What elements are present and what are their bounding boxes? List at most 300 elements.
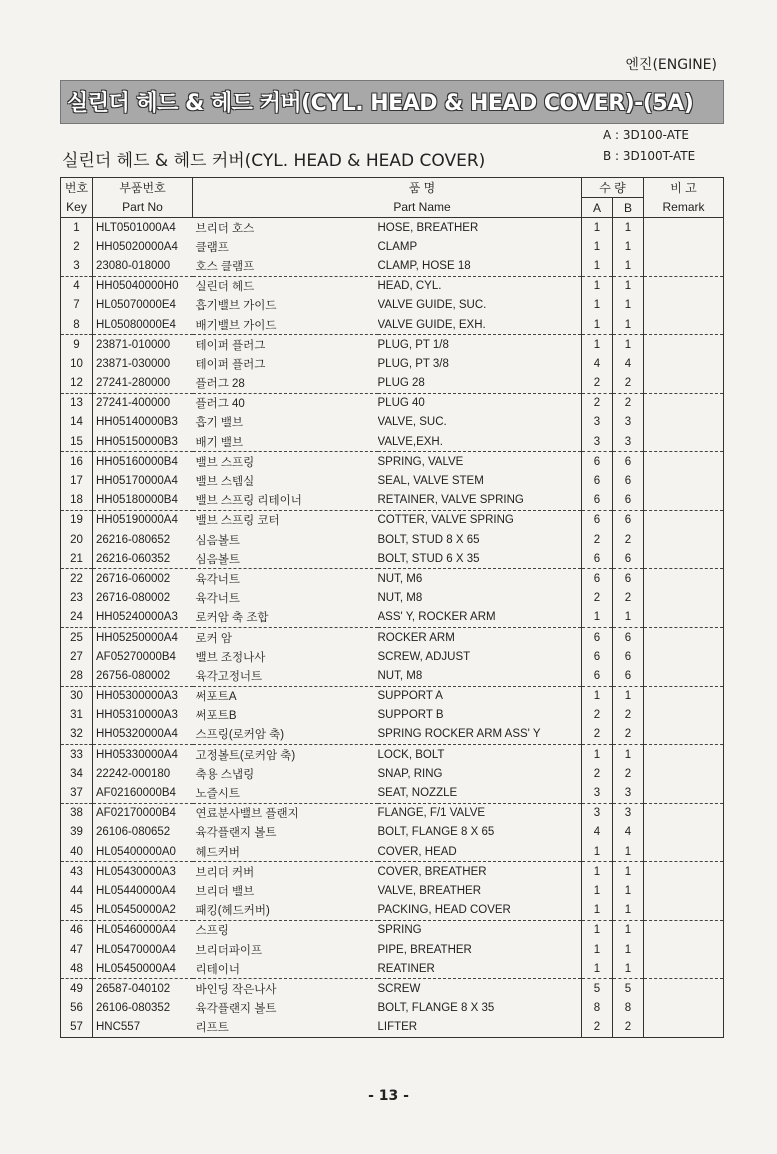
part-number: 22242-000180	[93, 764, 193, 783]
table-row	[61, 764, 724, 783]
qty-b: 1	[613, 296, 644, 315]
remark-cell	[644, 979, 724, 999]
part-key: 21	[61, 549, 93, 569]
part-number: HH05330000A4	[93, 745, 193, 765]
part-name-kr: 브리더 밸브	[195, 885, 255, 898]
part-number: HH05160000B4	[93, 452, 193, 472]
table-row	[61, 549, 724, 569]
part-name-en: SUPPORT B	[377, 709, 444, 722]
part-name-en: VALVE, SUC.	[377, 416, 447, 429]
part-key: 10	[61, 354, 93, 373]
qty-a: 1	[582, 940, 613, 959]
qty-b: 1	[613, 218, 644, 238]
remark-cell	[644, 569, 724, 589]
remark-cell	[644, 686, 724, 706]
part-number: HH05170000A4	[93, 471, 193, 490]
qty-b: 1	[613, 686, 644, 706]
part-name-kr: 리프트	[195, 1022, 229, 1035]
part-key: 49	[61, 979, 93, 999]
table-row	[61, 530, 724, 549]
qty-b: 1	[613, 237, 644, 256]
header-remark-kr: 비 고	[644, 178, 724, 198]
qty-a: 3	[582, 432, 613, 452]
part-name-en: VALVE,EXH.	[378, 432, 582, 452]
qty-a: 2	[582, 374, 613, 394]
part-name-kr: 배기밸브 가이드	[193, 315, 378, 335]
table-row	[61, 354, 724, 373]
qty-a: 8	[582, 999, 613, 1018]
table-row	[61, 862, 724, 882]
part-key: 17	[61, 471, 93, 490]
remark-cell	[644, 745, 724, 765]
table-row	[61, 979, 724, 999]
remark-cell	[644, 354, 724, 373]
qty-a: 3	[582, 783, 613, 803]
part-name-kr: 밸브 조정나사	[195, 651, 266, 664]
qty-a: 2	[582, 589, 613, 608]
part-name-en: SEAT, NOZZLE	[378, 783, 582, 803]
part-name-kr: 육각너트	[195, 573, 240, 586]
qty-a: 1	[582, 862, 613, 882]
remark-cell	[644, 335, 724, 355]
part-name-en: HEAD, CYL.	[377, 280, 442, 293]
qty-b: 1	[613, 901, 644, 921]
table-row	[61, 296, 724, 315]
part-name-kr: 심음볼트	[195, 534, 240, 547]
remark-cell	[644, 881, 724, 900]
qty-b: 6	[613, 510, 644, 530]
qty-b: 6	[613, 491, 644, 511]
remark-cell	[644, 823, 724, 842]
qty-a: 1	[582, 256, 613, 276]
qty-b: 6	[613, 647, 644, 666]
part-name-en: PIPE, BREATHER	[377, 943, 472, 956]
qty-a: 6	[582, 647, 613, 666]
table-row	[61, 413, 724, 432]
part-key: 15	[61, 432, 93, 452]
part-key: 1	[61, 218, 93, 238]
header-qty-b: B	[613, 198, 644, 218]
qty-b: 6	[613, 569, 644, 589]
qty-b: 1	[613, 940, 644, 959]
table-row	[61, 237, 724, 256]
part-key: 19	[61, 510, 93, 530]
part-key: 24	[61, 608, 93, 628]
remark-cell	[644, 842, 724, 862]
remark-cell	[644, 315, 724, 335]
part-name-en: LOCK, BOLT	[377, 748, 445, 761]
parts-table-body	[61, 218, 724, 1038]
part-name-en: PACKING, HEAD COVER	[378, 901, 582, 921]
qty-a: 6	[582, 666, 613, 686]
part-key: 4	[61, 276, 93, 296]
part-name-en: BOLT, STUD 6 X 35	[378, 549, 582, 569]
qty-b: 2	[613, 374, 644, 394]
qty-a: 6	[582, 471, 613, 490]
part-name-en: RETAINER, VALVE SPRING	[378, 491, 582, 511]
qty-a: 3	[582, 413, 613, 432]
part-name-en: FLANGE, F/1 VALVE	[377, 807, 486, 820]
part-number: HL05070000E4	[93, 296, 193, 315]
part-key: 31	[61, 706, 93, 725]
part-name-kr: 연료분사밸브 플랜지	[195, 808, 299, 821]
table-row	[61, 432, 724, 452]
remark-cell	[644, 374, 724, 394]
part-name-kr: 브리더파이프	[195, 944, 263, 957]
table-row	[61, 608, 724, 628]
remark-cell	[644, 725, 724, 745]
qty-a: 4	[582, 823, 613, 842]
parts-table	[60, 177, 724, 1038]
part-name-en: SCREW	[377, 982, 421, 995]
table-row	[61, 218, 724, 238]
part-number: HL05400000A0	[93, 842, 193, 862]
part-number: HL05470000A4	[93, 940, 193, 959]
part-name-en: BOLT, FLANGE 8 X 65	[377, 826, 495, 839]
part-key: 7	[61, 296, 93, 315]
part-name-kr: 실린더 헤드	[195, 281, 255, 294]
part-number: 26216-080652	[93, 530, 193, 549]
header-name-kr: 품 명	[193, 178, 582, 198]
part-number: HL05450000A4	[93, 959, 193, 979]
part-name-en: REATINER	[378, 959, 582, 979]
qty-b: 1	[613, 881, 644, 900]
qty-a: 1	[582, 686, 613, 706]
part-name-en: VALVE GUIDE, EXH.	[378, 315, 582, 335]
remark-cell	[644, 920, 724, 940]
header-row-kr	[61, 178, 724, 198]
table-row	[61, 374, 724, 394]
qty-a: 1	[582, 842, 613, 862]
part-number: HLT0501000A4	[93, 218, 193, 238]
remark-cell	[644, 237, 724, 256]
remark-cell	[644, 901, 724, 921]
remark-cell	[644, 413, 724, 432]
part-name-en: NUT, M8	[377, 592, 423, 605]
table-row	[61, 647, 724, 666]
part-name-en: HOSE, BREATHER	[377, 221, 479, 234]
part-key: 38	[61, 803, 93, 823]
table-row	[61, 725, 724, 745]
part-key: 39	[61, 823, 93, 842]
qty-b: 3	[613, 432, 644, 452]
part-key: 37	[61, 783, 93, 803]
table-row	[61, 803, 724, 823]
part-name-kr: 브리더 커버	[195, 866, 255, 879]
table-row	[61, 881, 724, 900]
part-name-kr: 밸브 스프링	[195, 456, 255, 469]
part-name-kr: 써포트A	[195, 691, 237, 704]
part-name-en: PLUG 28	[378, 374, 582, 394]
part-name-en: VALVE GUIDE, SUC.	[377, 299, 487, 312]
title-banner	[60, 80, 724, 124]
part-name-kr: 밸브 스템실	[195, 476, 255, 489]
table-row	[61, 901, 724, 921]
part-name-en: CLAMP	[377, 240, 418, 253]
part-number: HH05140000B3	[93, 413, 193, 432]
header-key-en: Key	[61, 198, 93, 218]
part-number: 26216-060352	[93, 549, 193, 569]
qty-a: 2	[582, 393, 613, 413]
part-name-en: CLAMP, HOSE 18	[378, 256, 582, 276]
remark-cell	[644, 218, 724, 238]
part-name-kr: 심음볼트	[193, 549, 378, 569]
part-name-en: SCREW, ADJUST	[377, 650, 471, 663]
qty-a: 6	[582, 627, 613, 647]
qty-b: 1	[613, 862, 644, 882]
part-name-kr: 밸브 스프링 코터	[195, 515, 280, 528]
part-name-en: SPRING ROCKER ARM ASS' Y	[378, 725, 582, 745]
part-number: HH05240000A3	[93, 608, 193, 628]
part-name-kr: 바인딩 작은나사	[195, 983, 277, 996]
part-name-en: SPRING, VALVE	[377, 455, 464, 468]
part-key: 57	[61, 1018, 93, 1038]
part-name-kr: 육각고정너트	[193, 666, 378, 686]
part-number: HH05150000B3	[93, 432, 193, 452]
remark-cell	[644, 940, 724, 959]
qty-b: 6	[613, 627, 644, 647]
part-number: 27241-400000	[93, 393, 193, 413]
header-qty-kr: 수 량	[582, 178, 644, 198]
section-label: 엔진(ENGINE)	[625, 57, 717, 73]
qty-a: 2	[582, 764, 613, 783]
qty-b: 2	[613, 393, 644, 413]
part-name-en: SEAL, VALVE STEM	[377, 475, 484, 488]
part-number: HH05310000A3	[93, 706, 193, 725]
part-name-kr: 플러그 40	[195, 398, 245, 411]
qty-b: 4	[613, 823, 644, 842]
part-key: 25	[61, 627, 93, 647]
model-a-label: A : 3D100-ATE	[603, 128, 689, 142]
qty-a: 2	[582, 725, 613, 745]
table-row	[61, 256, 724, 276]
model-b-label: B : 3D100T-ATE	[603, 149, 696, 163]
qty-a: 6	[582, 491, 613, 511]
qty-b: 1	[613, 276, 644, 296]
part-number: HL05450000A2	[93, 901, 193, 921]
part-key: 34	[61, 764, 93, 783]
part-key: 12	[61, 374, 93, 394]
part-number: HH05320000A4	[93, 725, 193, 745]
part-name-kr: 패킹(헤드커버)	[193, 901, 378, 921]
qty-b: 3	[613, 413, 644, 432]
part-name-kr: 써포트B	[195, 710, 237, 723]
part-key: 28	[61, 666, 93, 686]
table-row	[61, 393, 724, 413]
part-name-kr: 스프링	[195, 925, 229, 938]
qty-a: 1	[582, 237, 613, 256]
table-row	[61, 315, 724, 335]
part-name-kr: 밸브 스프링 리테이너	[193, 491, 378, 511]
part-name-kr: 배기 밸브	[193, 432, 378, 452]
remark-cell	[644, 608, 724, 628]
part-name-kr: 흡기밸브 가이드	[195, 300, 277, 313]
qty-a: 1	[582, 276, 613, 296]
part-key: 45	[61, 901, 93, 921]
remark-cell	[644, 764, 724, 783]
part-key: 46	[61, 920, 93, 940]
table-row	[61, 589, 724, 608]
qty-a: 4	[582, 354, 613, 373]
remark-cell	[644, 589, 724, 608]
remark-cell	[644, 959, 724, 979]
part-name-kr: 흡기 밸브	[195, 417, 244, 430]
part-name-en: SPRING	[377, 924, 422, 937]
qty-a: 1	[582, 901, 613, 921]
part-number: HL05460000A4	[93, 920, 193, 940]
part-key: 33	[61, 745, 93, 765]
remark-cell	[644, 452, 724, 472]
remark-cell	[644, 1018, 724, 1038]
header-key-kr: 번호	[64, 181, 89, 196]
table-row	[61, 999, 724, 1018]
table-row	[61, 491, 724, 511]
part-number: HH05180000B4	[93, 491, 193, 511]
part-number: 27241-280000	[93, 374, 193, 394]
part-name-en: ROCKER ARM	[377, 631, 455, 644]
qty-b: 6	[613, 452, 644, 472]
part-key: 47	[61, 940, 93, 959]
part-number: HL05080000E4	[93, 315, 193, 335]
remark-cell	[644, 296, 724, 315]
part-name-en: PLUG 40	[377, 397, 425, 410]
header-name-en: Part Name	[193, 198, 582, 218]
part-name-kr: 축용 스냅링	[195, 768, 255, 781]
part-name-en: PLUG, PT 3/8	[377, 357, 449, 370]
part-name-kr: 클램프	[195, 241, 229, 254]
qty-b: 1	[613, 315, 644, 335]
part-name-en: NUT, M8	[378, 666, 582, 686]
qty-b: 1	[613, 256, 644, 276]
part-key: 8	[61, 315, 93, 335]
part-key: 32	[61, 725, 93, 745]
table-row	[61, 706, 724, 725]
qty-a: 6	[582, 510, 613, 530]
part-name-kr: 고정볼트(로커암 축)	[195, 749, 296, 762]
remark-cell	[644, 803, 724, 823]
part-key: 48	[61, 959, 93, 979]
part-name-en: ASS' Y, ROCKER ARM	[378, 608, 582, 628]
header-partno-en: Part No	[93, 198, 193, 218]
table-row	[61, 823, 724, 842]
qty-b: 8	[613, 999, 644, 1018]
remark-cell	[644, 627, 724, 647]
part-name-en: SNAP, RING	[377, 767, 443, 780]
remark-cell	[644, 666, 724, 686]
remark-cell	[644, 549, 724, 569]
part-number: HH05020000A4	[93, 237, 193, 256]
remark-cell	[644, 999, 724, 1018]
qty-a: 3	[582, 803, 613, 823]
part-key: 3	[61, 256, 93, 276]
part-name-kr: 테이퍼 플러그	[195, 358, 266, 371]
qty-a: 6	[582, 569, 613, 589]
remark-cell	[644, 862, 724, 882]
part-name-en: BOLT, FLANGE 8 X 35	[377, 1002, 495, 1015]
part-name-kr: 브리더 호스	[195, 222, 255, 235]
table-row	[61, 471, 724, 490]
table-row	[61, 959, 724, 979]
table-row	[61, 627, 724, 647]
header-qty-a: A	[582, 198, 613, 218]
part-number: AF02170000B4	[93, 803, 193, 823]
table-row	[61, 745, 724, 765]
part-name-kr: 플러그 28	[193, 374, 378, 394]
qty-a: 1	[582, 608, 613, 628]
qty-a: 1	[582, 296, 613, 315]
qty-b: 1	[613, 335, 644, 355]
part-key: 23	[61, 589, 93, 608]
part-number: HH05300000A3	[93, 686, 193, 706]
qty-b: 3	[613, 803, 644, 823]
part-number: 23871-010000	[93, 335, 193, 355]
part-number: 23871-030000	[93, 354, 193, 373]
part-number: 26756-080002	[93, 666, 193, 686]
qty-b: 2	[613, 706, 644, 725]
part-key: 43	[61, 862, 93, 882]
part-number: AF02160000B4	[93, 783, 193, 803]
part-number: HH05040000H0	[93, 276, 193, 296]
table-row	[61, 510, 724, 530]
qty-b: 6	[613, 471, 644, 490]
part-key: 14	[61, 413, 93, 432]
qty-b: 2	[613, 1018, 644, 1038]
qty-b: 1	[613, 842, 644, 862]
qty-b: 2	[613, 764, 644, 783]
part-number: HL05430000A3	[93, 862, 193, 882]
part-name-kr: 헤드커버	[193, 842, 378, 862]
part-key: 9	[61, 335, 93, 355]
qty-a: 6	[582, 452, 613, 472]
part-number: 26106-080352	[93, 999, 193, 1018]
table-row	[61, 940, 724, 959]
table-row	[61, 335, 724, 355]
part-name-kr: 테이퍼 플러그	[195, 339, 266, 352]
header-remark-en: Remark	[644, 198, 724, 218]
qty-b: 6	[613, 666, 644, 686]
qty-a: 1	[582, 920, 613, 940]
part-name-kr: 스프링(로커암 축)	[193, 725, 378, 745]
part-key: 18	[61, 491, 93, 511]
part-number: 26587-040102	[93, 979, 193, 999]
table-row	[61, 452, 724, 472]
page-number: - 13 -	[368, 1088, 409, 1104]
table-row	[61, 666, 724, 686]
remark-cell	[644, 706, 724, 725]
qty-b: 2	[613, 589, 644, 608]
part-number: 26716-080002	[93, 589, 193, 608]
part-name-kr: 육각플랜지 볼트	[195, 1003, 277, 1016]
qty-a: 2	[582, 530, 613, 549]
qty-a: 2	[582, 706, 613, 725]
part-number: HNC557	[93, 1018, 193, 1038]
table-row	[61, 1018, 724, 1038]
qty-b: 1	[613, 608, 644, 628]
page-subtitle: 실린더 헤드 & 헤드 커버(CYL. HEAD & HEAD COVER)	[62, 151, 486, 171]
remark-cell	[644, 530, 724, 549]
part-number: 23080-018000	[93, 256, 193, 276]
part-name-en: PLUG, PT 1/8	[377, 338, 449, 351]
qty-b: 1	[613, 959, 644, 979]
part-key: 2	[61, 237, 93, 256]
remark-cell	[644, 471, 724, 490]
part-key: 40	[61, 842, 93, 862]
part-key: 56	[61, 999, 93, 1018]
part-name-en: COTTER, VALVE SPRING	[377, 514, 514, 527]
remark-cell	[644, 510, 724, 530]
part-key: 13	[61, 393, 93, 413]
part-key: 22	[61, 569, 93, 589]
